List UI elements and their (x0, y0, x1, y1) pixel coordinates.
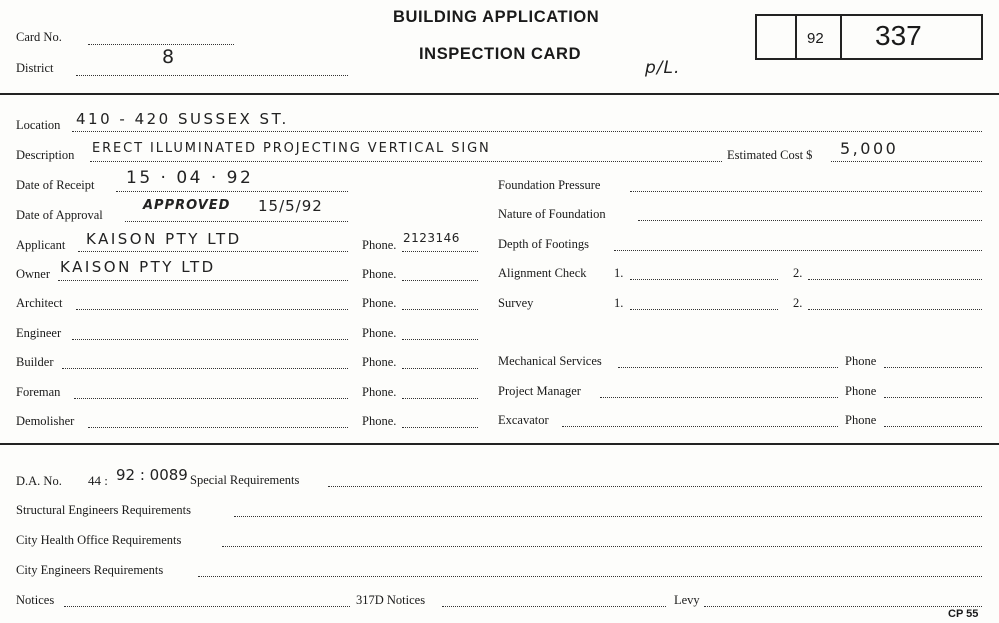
owner-phone-field[interactable] (402, 280, 478, 281)
foundation-pressure-label: Foundation Pressure (498, 178, 601, 192)
notices-317d-field[interactable] (442, 606, 666, 607)
applicant-phone-label: Phone. (362, 238, 397, 252)
date-approval-value: APPROVED (143, 198, 231, 213)
foreman-phone-label: Phone. (362, 385, 397, 399)
da-no-prefix: 44 : (88, 473, 108, 488)
box-year: 92 (807, 30, 824, 47)
nature-foundation-field[interactable] (638, 220, 982, 221)
mechanical-phone-field[interactable] (884, 367, 982, 368)
applicant-phone-value: 2123146 (403, 231, 460, 245)
alignment-field-2[interactable] (808, 279, 982, 280)
description-label: Description (16, 148, 75, 162)
mechanical-phone-label: Phone (845, 354, 877, 368)
date-receipt-field[interactable] (116, 191, 348, 192)
builder-label: Builder (16, 355, 54, 369)
builder-phone-label: Phone. (362, 355, 397, 369)
date-approval-date: 15/5/92 (258, 197, 323, 215)
structural-requirements-field[interactable] (234, 516, 982, 517)
health-requirements-field[interactable] (222, 546, 982, 547)
demolisher-label: Demolisher (16, 414, 75, 428)
card-no-label: Card No. (16, 30, 62, 44)
estimated-cost-field[interactable] (831, 161, 982, 162)
city-engineers-requirements-label: City Engineers Requirements (16, 563, 164, 577)
applicant-phone-field[interactable] (402, 251, 478, 252)
owner-field[interactable] (58, 280, 348, 281)
estimated-cost-value: 5,000 (840, 139, 899, 158)
depth-footings-label: Depth of Footings (498, 237, 589, 251)
survey-label: Survey (498, 296, 534, 310)
special-requirements-label: Special Requirements (190, 473, 300, 487)
district-value: 8 (162, 46, 177, 68)
owner-phone-label: Phone. (362, 267, 397, 281)
engineer-field[interactable] (72, 339, 348, 340)
da-no-label: D.A. No. (16, 474, 62, 488)
project-manager-label: Project Manager (498, 384, 581, 398)
engineer-phone-field[interactable] (402, 339, 478, 340)
date-receipt-value: 15 · 04 · 92 (126, 168, 254, 188)
alignment-one-label: 1. (614, 266, 624, 280)
architect-field[interactable] (76, 309, 348, 310)
form-code: CP 55 (948, 608, 979, 620)
notices-label: Notices (16, 593, 55, 607)
excavator-phone-field[interactable] (884, 426, 982, 427)
date-approval-field[interactable] (125, 221, 348, 222)
excavator-field[interactable] (562, 426, 838, 427)
architect-phone-label: Phone. (362, 296, 397, 310)
engineer-label: Engineer (16, 326, 62, 340)
architect-label: Architect (16, 296, 63, 310)
excavator-phone-label: Phone (845, 413, 877, 427)
depth-footings-field[interactable] (614, 250, 982, 251)
mechanical-label: Mechanical Services (498, 354, 602, 368)
district-label: District (16, 61, 54, 75)
demolisher-phone-field[interactable] (402, 427, 478, 428)
alignment-check-label: Alignment Check (498, 266, 587, 280)
health-requirements-label: City Health Office Requirements (16, 533, 182, 547)
applicant-value: KAISON PTY LTD (86, 230, 242, 248)
demolisher-field[interactable] (88, 427, 348, 428)
box-divider-2 (840, 16, 842, 58)
box-divider-1 (795, 16, 797, 58)
city-engineers-requirements-field[interactable] (198, 576, 982, 577)
builder-field[interactable] (62, 368, 348, 369)
project-manager-phone-label: Phone (845, 384, 877, 398)
foreman-field[interactable] (74, 398, 348, 399)
foreman-label: Foreman (16, 385, 61, 399)
project-manager-field[interactable] (600, 397, 838, 398)
header-divider (0, 93, 999, 95)
foundation-pressure-field[interactable] (630, 191, 982, 192)
date-receipt-label: Date of Receipt (16, 178, 95, 192)
nature-foundation-label: Nature of Foundation (498, 207, 606, 221)
location-label: Location (16, 118, 61, 132)
levy-field[interactable] (704, 606, 982, 607)
card-no-field[interactable] (88, 44, 234, 45)
engineer-phone-label: Phone. (362, 326, 397, 340)
alignment-two-label: 2. (793, 266, 803, 280)
estimated-cost-label: Estimated Cost $ (727, 148, 813, 162)
description-value: ERECT ILLUMINATED PROJECTING VERTICAL SIGN (92, 141, 491, 156)
project-manager-phone-field[interactable] (884, 397, 982, 398)
mechanical-field[interactable] (618, 367, 838, 368)
special-requirements-field[interactable] (328, 486, 982, 487)
survey-two-label: 2. (793, 296, 803, 310)
structural-requirements-label: Structural Engineers Requirements (16, 503, 191, 517)
architect-phone-field[interactable] (402, 309, 478, 310)
form-title: BUILDING APPLICATION (393, 8, 600, 26)
owner-value: KAISON PTY LTD (60, 258, 216, 276)
levy-label: Levy (674, 593, 700, 607)
applicant-label: Applicant (16, 238, 66, 252)
foreman-phone-field[interactable] (402, 398, 478, 399)
notices-317d-label: 317D Notices (356, 593, 426, 607)
district-field[interactable] (76, 75, 348, 76)
card-number-box (755, 14, 983, 60)
initials-annotation: p/L. (645, 58, 681, 78)
date-approval-label: Date of Approval (16, 208, 103, 222)
survey-field-2[interactable] (808, 309, 982, 310)
notices-field[interactable] (64, 606, 350, 607)
location-value: 410 - 420 SUSSEX ST. (76, 110, 289, 128)
applicant-field[interactable] (78, 251, 348, 252)
form-subtitle: INSPECTION CARD (419, 45, 582, 63)
alignment-field-1[interactable] (630, 279, 778, 280)
builder-phone-field[interactable] (402, 368, 478, 369)
demolisher-phone-label: Phone. (362, 414, 397, 428)
location-field[interactable] (72, 131, 982, 132)
survey-field-1[interactable] (630, 309, 778, 310)
box-number: 337 (875, 20, 922, 51)
section-divider (0, 443, 999, 445)
description-field[interactable] (90, 161, 722, 162)
excavator-label: Excavator (498, 413, 549, 427)
da-no-value: 92 : 0089 (116, 466, 188, 484)
survey-one-label: 1. (614, 296, 624, 310)
owner-label: Owner (16, 267, 51, 281)
